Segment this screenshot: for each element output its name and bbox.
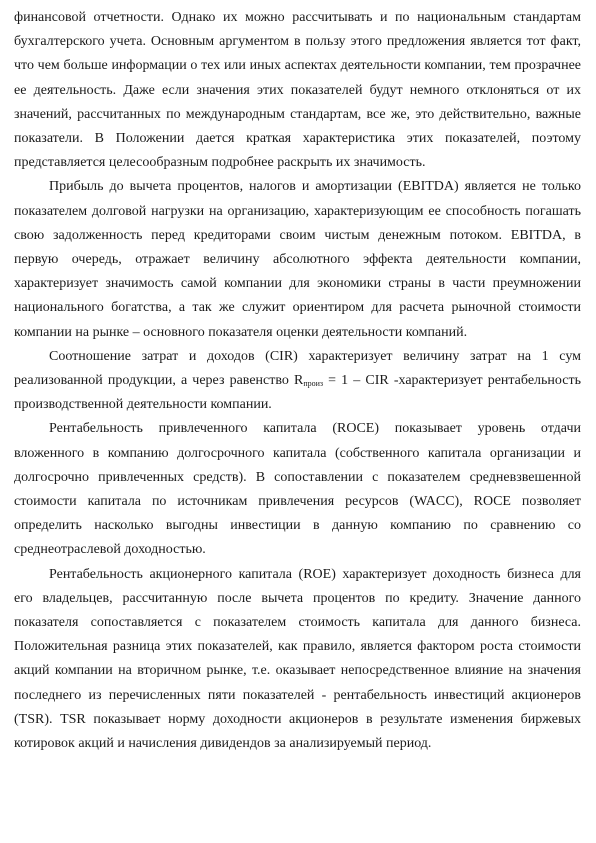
paragraph-roe: Рентабельность акционерного капитала (ROE) характеризует доходность бизнеса для его владельцев, рассчитанную после вычета процентов по кредиту. Значение данного показателя сопоставляется с показателем стоимость капитала для данного бизнеса. Положительная разница этих показателей, как правило, является фактором роста стоимости акций компании на вторичном рынке, т.е. оказывает непосредственное влияние на значения последнего из перечисленных пяти показателей - рентабельность инвестиций акционеров (TSR). TSR показывает норму доходности акционеров в результате изменения биржевых котировок акций и начисления дивидендов за анализируемый период. (14, 566, 581, 752)
paragraph-ebitda: Прибыль до вычета процентов, налогов и амортизации (EBITDA) является не только показателем долговой нагрузки на организацию, характеризующим ее способность погашать свою задолженность перед кредиторами своим чистым денежным потоком. EBITDA, в первую очередь, отражает величину абсолютного эффекта деятельности компании, характеризует значимость самой компании для экономики страны в части преумножении национального богатства, а так же служит ориентиром для расчета рыночной стоимости компании на рынке – основного показателя оценки деятельности компаний. (14, 179, 581, 340)
paragraph-cir-text-after: = 1 – CIR -характеризует рентабельность производственной деятельности компании. (14, 373, 581, 413)
paragraph-financial-reporting: финансовой отчетности. Однако их можно рассчитывать и по национальным стандартам бухгалтерского учета. Основным аргументом в пользу этого предложения является тот факт, что чем больше информации о тех или иных аспектах деятельности компании, тем прозрачнее ее деятельность. Даже если значения этих показателей будут немного отклоняться от их значений, рассчитанных по международным стандартам, все же, это действительно, важные показатели. В Положении дается краткая характеристика этих показателей, поэтому представляется целесообразным подробнее раскрыть их значимость. (14, 10, 581, 171)
paragraph-cir (14, 345, 581, 418)
paragraph-cir-text-before: Соотношение затрат и доходов (CIR) характеризует величину затрат на 1 сум реализованной продукции, а через равенство R (14, 348, 581, 389)
paragraph-roce: Рентабельность привлеченного капитала (ROCE) показывает уровень отдачи вложенного в компанию долгосрочного капитала (собственного капитала организации и долгосрочно привлеченных средств). В сопоставлении с показателем средневзвешенной стоимости капитала по источникам привлечения ресурсов (WACC), ROCE позволяет определить насколько выгодны инвестиции в данную компанию по сравнению со среднеотраслевой доходностью. (14, 421, 581, 558)
document-page (14, 6, 581, 756)
paragraph-cir-subscript: произ (303, 379, 324, 389)
